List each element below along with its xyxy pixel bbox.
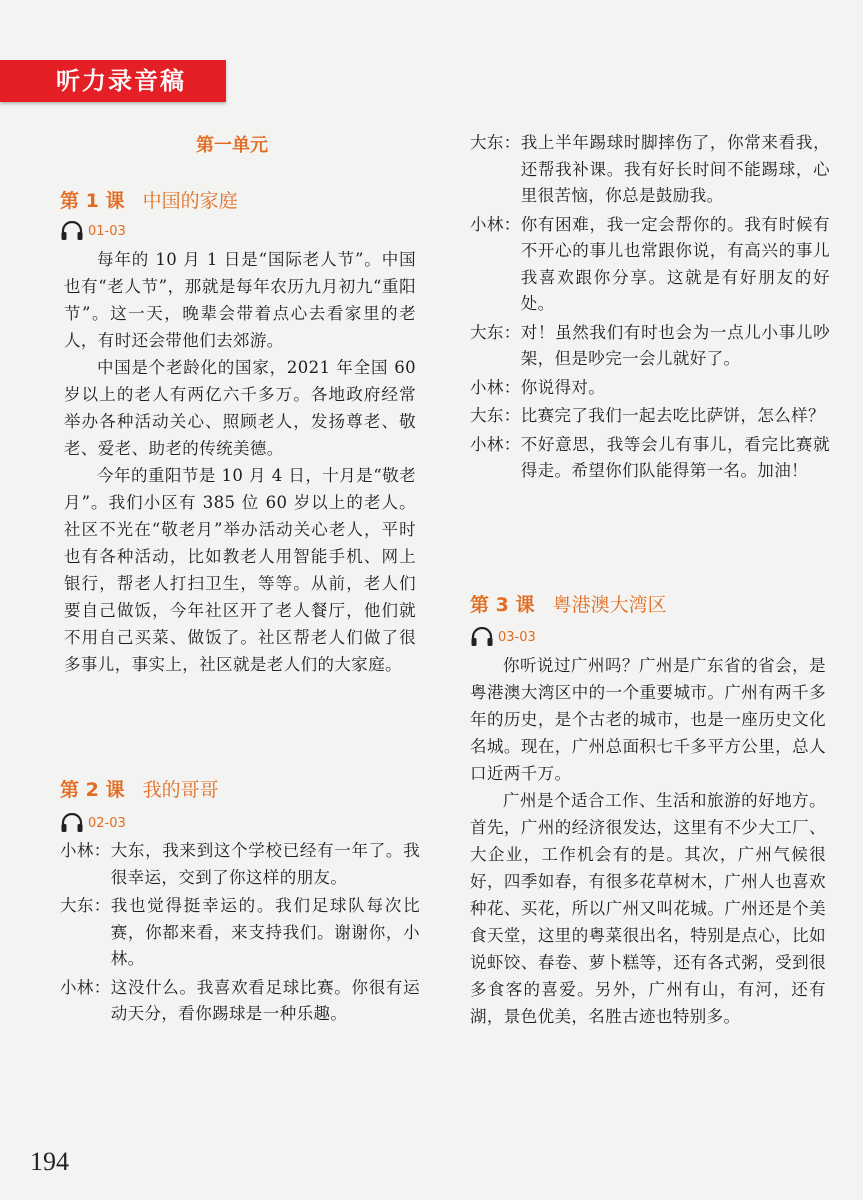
lesson-2-title: 我的哥哥 xyxy=(142,779,219,801)
utterance: 你说得对。 xyxy=(520,377,606,397)
paragraph: 中国是个老龄化的国家，2021 年全国 60 岁以上的老人有两亿六千多万。各地政府经常举办各种活动关心、照顾老人，发扬尊老、敬老、爱老、助老的传统美德。 xyxy=(64,358,416,458)
lesson-2-number: 第 2 课 xyxy=(60,779,125,801)
speaker: 小林： xyxy=(470,214,521,234)
dialog-turn xyxy=(470,403,830,430)
utterance: 比赛完了我们一起去吃比萨饼，怎么样？ xyxy=(520,406,825,425)
paragraph: 每年的 10 月 1 日是“国际老人节”。中国也有“老人节”，那就是每年农历九月初九“重阳节”。这一天，晚辈会带着点心去看家里的老人，有时还会带他们去郊游。 xyxy=(64,250,416,350)
section-banner xyxy=(0,60,226,102)
lesson-2-audio[interactable] xyxy=(60,812,126,834)
track-code: 01-03 xyxy=(88,223,126,239)
lesson-2-dialog-right xyxy=(470,130,830,487)
headphones-icon xyxy=(470,627,494,647)
lesson-3-text xyxy=(470,652,826,1030)
page-number: 194 xyxy=(30,1147,69,1176)
speaker: 小林： xyxy=(470,434,521,454)
lesson-2-dialog-left xyxy=(60,838,420,1030)
utterance: 大东，我来到这个学校已经有一年了。我很幸运，交到了你这样的朋友。 xyxy=(110,841,420,887)
speaker: 大东： xyxy=(470,133,521,152)
dialog-turn xyxy=(470,130,830,210)
lesson-1-title: 中国的家庭 xyxy=(142,190,238,212)
headphones-icon xyxy=(60,221,84,241)
utterance: 你有困难，我一定会帮你的。我有时候有不开心的事儿也常跟你说，有高兴的事儿我喜欢跟你分享。这就是有好朋友的好处。 xyxy=(520,214,830,313)
unit-title: 第一单元 xyxy=(196,135,268,156)
speaker: 大东： xyxy=(470,406,521,425)
lesson-1-heading xyxy=(60,186,238,213)
track-code: 03-03 xyxy=(498,629,536,645)
speaker: 小林： xyxy=(60,841,111,860)
speaker: 小林： xyxy=(60,977,111,997)
speaker: 大东： xyxy=(60,896,111,915)
utterance: 这没什么。我喜欢看足球比赛。你很有运动天分，看你踢球是一种乐趣。 xyxy=(110,977,420,1023)
lesson-2-heading xyxy=(60,775,219,802)
dialog-turn xyxy=(470,432,830,485)
dialog-turn xyxy=(470,320,830,373)
utterance: 我上半年踢球时脚摔伤了，你常来看我，还帮我补课。我有好长时间不能踢球，心里很苦恼，你总是鼓励我。 xyxy=(520,133,830,205)
lesson-3-audio[interactable] xyxy=(470,626,536,648)
dialog-turn xyxy=(60,975,420,1028)
lesson-3-number: 第 3 课 xyxy=(470,594,535,616)
lesson-1-number: 第 1 课 xyxy=(60,190,125,212)
lesson-1-text xyxy=(64,246,416,678)
paragraph: 你听说过广州吗？广州是广东省的省会，是粤港澳大湾区中的一个重要城市。广州有两千多年的历史，是个古老的城市，也是一座历史文化名城。现在，广州总面积七千多平方公里，总人口近两千万。 xyxy=(470,656,826,783)
paragraph: 今年的重阳节是 10 月 4 日，十月是“敬老月”。我们小区有 385 位 60 岁以上的老人。社区不光在“敬老月”举办活动关心老人，平时也有各种活动，比如教老人用智能手机、网上银行，帮老人打扫卫生，等等。从前，老人们要自己做饭，今年社区开了老人餐厅，他们就不用自己买菜、做饭了。社区帮老人们做了很多事儿，事实上，社区就是老人们的大家庭。 xyxy=(64,466,416,674)
dialog-turn xyxy=(60,893,420,973)
dialog-turn xyxy=(470,375,830,402)
speaker: 大东： xyxy=(470,322,521,342)
lesson-1-audio[interactable] xyxy=(60,220,126,242)
headphones-icon xyxy=(60,813,84,833)
banner-title: 听力录音稿 xyxy=(56,67,186,95)
lesson-3-heading xyxy=(470,590,667,617)
utterance: 对！虽然我们有时也会为一点儿小事儿吵架，但是吵完一会儿就好了。 xyxy=(520,322,830,368)
dialog-turn xyxy=(470,212,830,318)
utterance: 我也觉得挺幸运的。我们足球队每次比赛，你都来看，来支持我们。谢谢你，小林。 xyxy=(110,896,420,968)
utterance: 不好意思，我等会儿有事儿，看完比赛就得走。希望你们队能得第一名。加油！ xyxy=(520,434,830,480)
lesson-3-title: 粤港澳大湾区 xyxy=(552,594,667,616)
paragraph: 广州是个适合工作、生活和旅游的好地方。首先，广州的经济很发达，这里有不少大工厂、大企业，工作机会有的是。其次，广州气候很好，四季如春，有很多花草树木，广州人也喜欢种花、买花，所以广州又叫花城。广州还是个美食天堂，这里的粤菜很出名，特别是点心，比如说虾饺、春卷、萝卜糕等，还有各式粥，受到很多食客的喜爱。另外，广州有山，有河，还有湖，景色优美，名胜古迹也特别多。 xyxy=(470,791,826,1026)
speaker: 小林： xyxy=(470,377,521,397)
track-code: 02-03 xyxy=(88,815,126,831)
dialog-turn xyxy=(60,838,420,891)
